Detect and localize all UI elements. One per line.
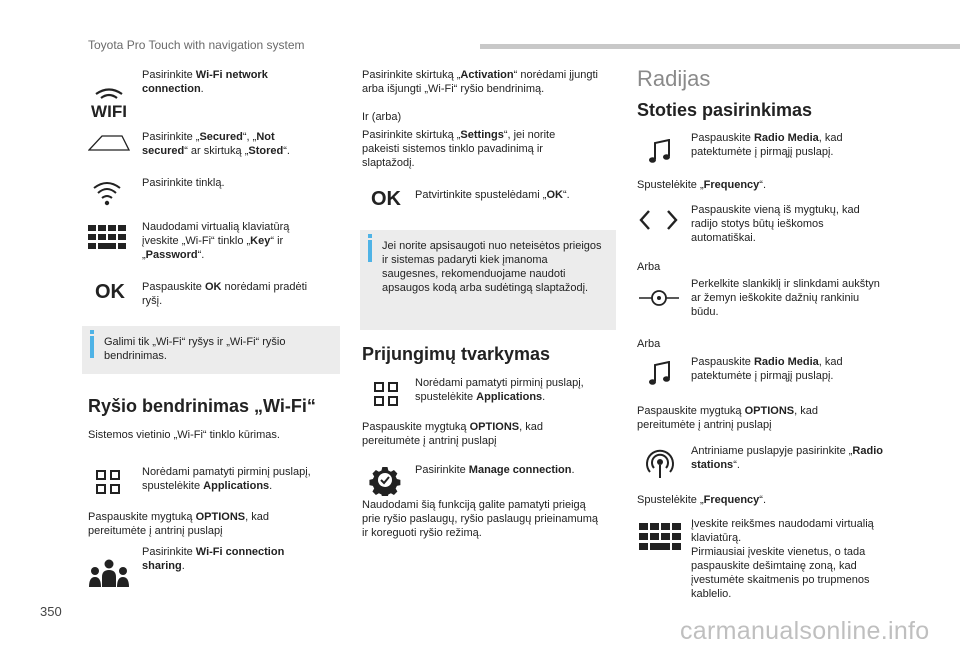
security-note: Jei norite apsisaugoti nuo neteisėtos prieigos ir sistemas padaryti kiek įmanoma saugesnes, rekomenduojame naudoti apsaugos kodą arba sudėtingą slaptažodį.	[360, 230, 616, 330]
select-network-text: Pasirinkite tinklą.	[142, 177, 225, 189]
header-title: Toyota Pro Touch with navigation system	[88, 38, 305, 52]
manage-outro-text: Naudodami šią funkciją galite pamatyti prieigą prie ryšio paslaugų, ryšio paslaugų prieinamumą ir koreguoti ryšio režimą.	[362, 499, 599, 539]
section-title-wifi-sharing: Ryšio bendrinimas „Wi-Fi“	[88, 396, 316, 416]
wifi-signal-icon	[92, 178, 122, 208]
enter-key-password-text: Naudodami virtualią klaviatūrą įveskite „Wi-Fi“ tinklo „Key“ ir „Password“.	[142, 221, 290, 261]
ok-icon-2: OK	[371, 187, 401, 210]
options-text-3: Paspauskite mygtuką OPTIONS, kad pereitumėte į antrinį puslapį	[637, 405, 818, 431]
arba-text-2: Arba	[637, 338, 661, 350]
confirm-ok-text: Patvirtinkite spustelėdami „OK“.	[415, 189, 570, 201]
chevron-right-icon	[664, 207, 680, 233]
select-sharing-text: Pasirinkite Wi-Fi connection sharing.	[142, 546, 285, 572]
watermark: carmanualsonline.info	[680, 617, 930, 645]
or-text: Ir (arba)	[362, 111, 402, 123]
keyboard-icon-2	[638, 522, 682, 552]
music-note-icon-2	[646, 360, 674, 388]
ok-icon: OK	[95, 280, 125, 303]
settings-text: Pasirinkite skirtuką „Settings“, jei norite pakeisti sistemos tinklo pavadinimą ir slaptažodį.	[362, 129, 556, 169]
manage-gear-icon	[368, 464, 402, 496]
section-title-connection-management: Prijungimų tvarkymas	[362, 344, 551, 364]
info-icon-2	[368, 240, 372, 262]
radio-media-text-2: Paspauskite Radio Media, kad patektumėte į pirmąjį puslapį.	[691, 356, 843, 382]
select-secured-text: Pasirinkite „Secured“, „Not secured“ ar skirtuką „Stored“.	[142, 131, 290, 157]
music-note-icon	[646, 138, 674, 166]
connection-sharing-icon	[88, 556, 130, 588]
frequency-text-2: Spustelėkite „Frequency“.	[637, 494, 767, 506]
radio-media-text: Paspauskite Radio Media, kad patektumėte į pirmąjį puslapį.	[691, 132, 843, 158]
press-ok-text: Paspauskite OK norėdami pradėti ryšį.	[142, 281, 308, 307]
apps-text-2: Norėdami pamatyti pirminį puslapį, spustelėkite Applications.	[415, 377, 584, 403]
select-wifi-network-text: Pasirinkite Wi-Fi network connection.	[142, 69, 268, 95]
keypad-entry-text: Įveskite reikšmes naudodami virtualią klaviatūrą. Pirmiausiai įveskite vienetus, o tada paspauskite dešimtainę zoną, kad įvestumėte skaitmenis po trupmenos kablelio.	[691, 518, 874, 600]
activation-text: Pasirinkite skirtuką „Activation“ norėdami įjungti arba išjungti „Wi-Fi“ ryšio bendrinimą.	[362, 69, 598, 95]
applications-grid-icon	[94, 468, 122, 496]
section-intro: Sistemos vietinio „Wi-Fi“ tinklo kūrimas.	[88, 429, 280, 441]
options-text: Paspauskite mygtuką OPTIONS, kad pereitumėte į antrinį puslapį	[88, 511, 269, 537]
radio-stations-text: Antriniame puslapyje pasirinkite „Radio stations“.	[691, 445, 883, 471]
apps-text: Norėdami pamatyti pirminį puslapį, spustelėkite Applications.	[142, 466, 311, 492]
tuning-slider-icon	[639, 286, 679, 310]
chapter-title-radio: Radijas	[637, 66, 711, 91]
info-note: Galimi tik „Wi-Fi“ ryšys ir „Wi-Fi“ ryšio bendrinimas.	[82, 326, 340, 374]
svg-text:WIFI: WIFI	[91, 102, 127, 118]
auto-search-text: Paspauskite vieną iš mygtukų, kad radijo stotys būtų ieškomos automatiškai.	[691, 204, 860, 244]
wifi-text-icon	[88, 90, 130, 116]
manage-connection-text: Pasirinkite Manage connection.	[415, 464, 575, 476]
applications-grid-icon-2	[372, 380, 400, 408]
header-bar	[480, 44, 960, 49]
radio-antenna-icon	[644, 448, 676, 480]
frequency-text: Spustelėkite „Frequency“.	[637, 179, 767, 191]
page-number: 350	[40, 604, 62, 619]
section-title-station-selection: Stoties pasirinkimas	[637, 100, 813, 120]
keyboard-icon	[88, 224, 128, 252]
manual-tuning-text: Perkelkite slankiklį ir slinkdami aukštyn ar žemyn ieškokite dažnių rankiniu būdu.	[691, 278, 880, 318]
info-icon	[90, 336, 94, 358]
parallelogram-tab-icon	[88, 134, 130, 152]
chevron-left-icon	[637, 207, 653, 233]
arba-text-1: Arba	[637, 261, 661, 273]
options-text-2: Paspauskite mygtuką OPTIONS, kad pereitumėte į antrinį puslapį	[362, 421, 543, 447]
